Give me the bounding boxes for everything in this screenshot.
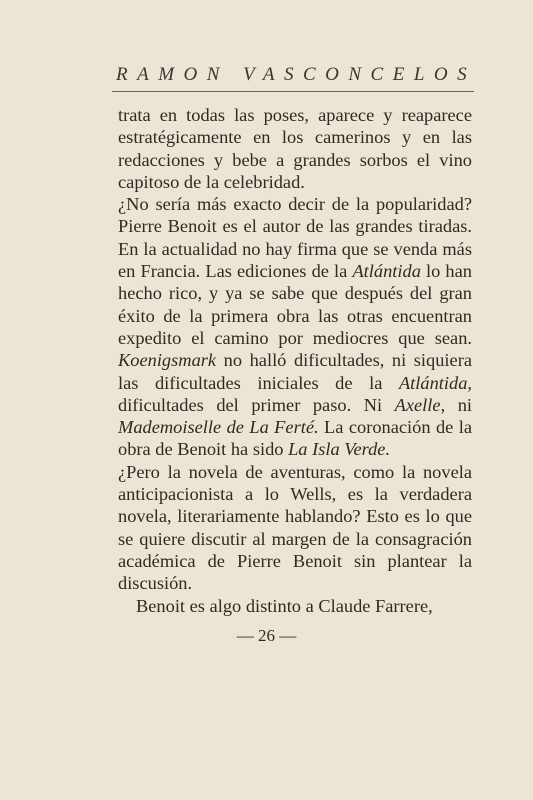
paragraph-2 — [118, 193, 472, 461]
text-run: La coronación de la obra de Benoit ha sido — [118, 417, 472, 460]
paragraph-4 — [118, 595, 472, 617]
italic-title-text: Mademoiselle de La Ferté. — [118, 417, 319, 438]
italic-title-text: Atlántida — [352, 261, 421, 282]
running-header: RAMON VASCONCELOS — [116, 64, 477, 85]
italic-title-text: La Isla Verde. — [288, 439, 391, 460]
page-number: — 26 — — [236, 626, 297, 645]
text-run: Benoit es algo distinto a Claude Farrere, — [136, 595, 433, 616]
text-run: dificultades del primer paso. Ni — [118, 394, 395, 415]
paragraph-1 — [118, 104, 472, 193]
header-rule — [112, 91, 474, 92]
text-run: trata en todas las poses, aparece y reaparece estratégicamente en los camerinos y en las redacciones y bebe a grandes sorbos el vino capitoso de la celebridad. — [118, 105, 472, 192]
italic-title-text: Atlántida, — [398, 372, 472, 393]
text-run: ¿Pero la novela de aventuras, como la novela anticipacionista a lo Wells, es la verdadera novela, literariamente hablando? Esto es lo que se quiere discutir al margen de la consagración académica de Pierre Benoit sin plantear la discusión. — [118, 461, 472, 594]
text-run: no halló dificultades, ni siquiera las dificultades iniciales de la — [118, 350, 472, 393]
text-run: lo han hecho rico, y ya se sabe que después del gran éxito de la primera obra las otras encuentran expedito el camino por mediocres que sean. — [118, 261, 472, 348]
italic-title-text: Axelle, — [394, 394, 446, 415]
body-text — [118, 104, 472, 617]
text-run: ni — [445, 394, 473, 415]
text-run: ¿No sería más exacto decir de la popularidad? Pierre Benoit es el autor de las grandes tiradas. En la actualidad no hay firma que se venda más en Francia. Las ediciones de la — [118, 194, 472, 282]
paragraph-3 — [118, 461, 472, 595]
italic-title-text: Koenigsmark — [118, 350, 217, 371]
